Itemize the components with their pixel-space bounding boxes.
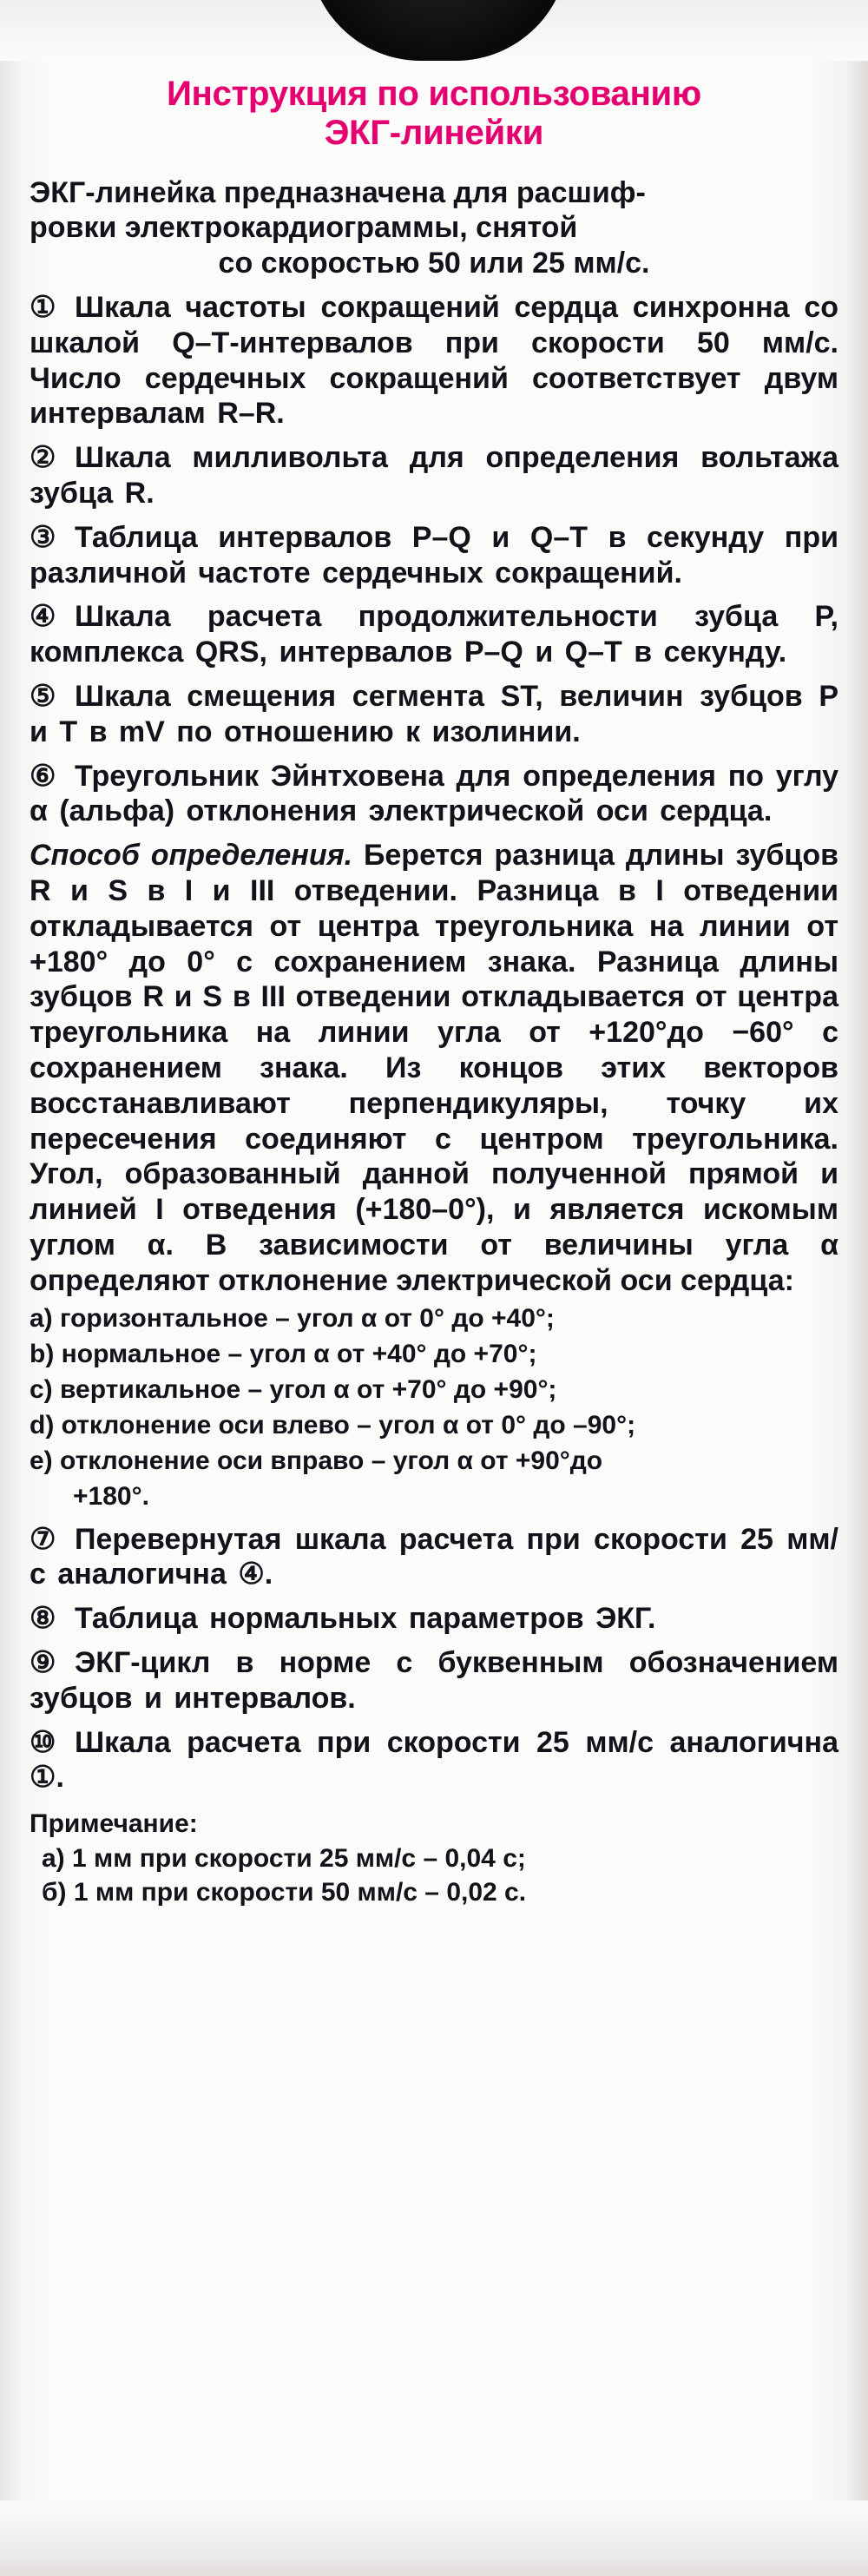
axis-option-e: e) отклонение оси вправо – угол α от +90°до xyxy=(30,1446,603,1476)
list-item-6-number: ⑥ xyxy=(30,759,56,793)
list-item-5-text: Шкала смещения сегмента ST, величин зубцов Р и Т в mV по отношению к изолинии. xyxy=(30,679,838,748)
method-paragraph xyxy=(30,838,838,1298)
list-item-6-text: Треугольник Эйнтховена для определения по углу α (альфа) отклонения электрической оси сердца. xyxy=(30,759,838,828)
axis-option-c: c) вертикальное – угол α от +70° до +90°; xyxy=(30,1374,557,1404)
list-item-7-text: Перевернутая шкала расчета при скорости 25 мм/с аналогична ④. xyxy=(30,1522,838,1591)
intro-line-1: ЭКГ-линейка предназначена для расшиф- xyxy=(30,175,646,209)
method-lead-label: Способ определения. xyxy=(30,839,353,873)
list-item-2-number: ② xyxy=(30,441,56,475)
list-item-9-text: ЭКГ-цикл в норме с буквенным обозначением зубцов и интервалов. xyxy=(30,1646,838,1715)
paper-bottom-shading xyxy=(0,2500,868,2576)
list-item-6 xyxy=(30,759,838,830)
list-item-3-number: ③ xyxy=(30,520,56,554)
list-item-4-number: ④ xyxy=(30,600,56,634)
list-item-4 xyxy=(30,599,838,670)
note-line-a: а) 1 мм при скорости 25 мм/с – 0,04 с; xyxy=(42,1843,526,1873)
axis-option-a: a) горизонтальное – угол α от 0° до +40°; xyxy=(30,1303,555,1333)
list-item-3 xyxy=(30,520,838,591)
list-item-1-number: ① xyxy=(30,290,56,324)
list-item-4-text: Шкала расчета продолжительности зубца Р, комплекса QRS, интервалов Р–Q и Q–Т в секунду. xyxy=(30,600,838,669)
list-item-10 xyxy=(30,1725,838,1796)
axis-option-d: d) отклонение оси влево – угол α от 0° до –90°; xyxy=(30,1411,636,1440)
list-item-9-number: ⑨ xyxy=(30,1646,56,1680)
list-item-2 xyxy=(30,440,838,511)
axis-option-b: b) нормальное – угол α от +40° до +70°; xyxy=(30,1339,537,1368)
list-item-5-number: ⑤ xyxy=(30,679,56,713)
axis-option-e-continued-text: +180°. xyxy=(73,1482,149,1512)
axis-option-e-continued xyxy=(30,1480,838,1512)
intro-paragraph xyxy=(30,175,838,281)
page-title xyxy=(35,75,833,153)
list-item-8-text: Таблица нормальных параметров ЭКГ. xyxy=(75,1602,656,1636)
list-item-2-text: Шкала милливольта для определения вольтажа зубца R. xyxy=(30,441,838,510)
method-text: Берется разница длины зубцов R и S в I и III отведении. Разница в I отведении откладывается от центра треугольника на линии от +180° до 0° с сохранением знака. Разница длины зубцов R и S в III отведении откладывается от центра треугольника на линии угла от +120°до −60° с сохранением знака. Из концов этих векторов восстанавливают перпендикуляры, точку их пересечения соединяют с центром треугольника. Угол, образованный данной полученной прямой и линией I отведения (+180–0°), и является искомым углом α. В зависимости от величины угла α определяют отклонение электрической оси сердца: xyxy=(30,839,838,1297)
list-item-5 xyxy=(30,679,838,750)
intro-line-2: ровки электрокардиограммы, снятой xyxy=(30,211,578,245)
list-item-10-number: ⑩ xyxy=(30,1725,56,1759)
note-line-b: б) 1 мм при скорости 50 мм/с – 0,02 с. xyxy=(42,1878,527,1907)
list-item-8-number: ⑧ xyxy=(30,1602,56,1636)
list-item-10-text: Шкала расчета при скорости 25 мм/с аналогична ①. xyxy=(30,1725,838,1795)
list-item-7-number: ⑦ xyxy=(30,1522,56,1556)
list-item-1-text: Шкала частоты сокращений сердца синхронна со шкалой Q–Т-интервалов при скорости 50 мм/с. Число сердечных сокращений соответствует двум интервалам R–R. xyxy=(30,290,838,431)
list-item-8 xyxy=(30,1601,838,1637)
page-title-line-1: Инструкция по использованию xyxy=(167,75,701,113)
list-item-9 xyxy=(30,1645,838,1716)
list-item-7 xyxy=(30,1522,838,1593)
list-item-3-text: Таблица интервалов Р–Q и Q–Т в секунду при различной частоте сердечных сокращений. xyxy=(30,520,838,590)
list-item-1 xyxy=(30,290,838,432)
note-title: Примечание: xyxy=(30,1809,198,1839)
page-title-line-2: ЭКГ-линейки xyxy=(324,113,544,152)
intro-line-3: со скоростью 50 или 25 мм/с. xyxy=(218,247,650,280)
